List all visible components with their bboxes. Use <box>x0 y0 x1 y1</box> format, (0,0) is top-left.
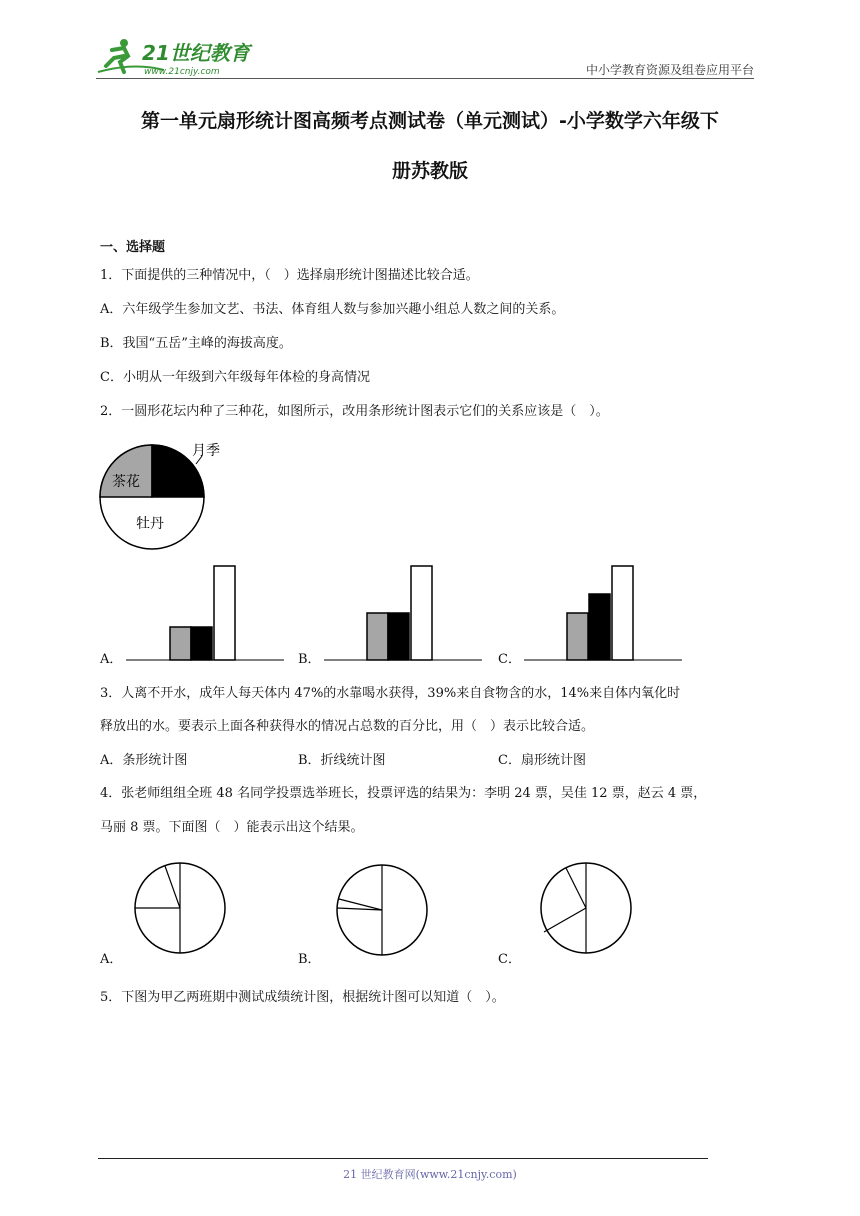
bar-camellia <box>567 613 588 660</box>
q4-line-1: 4．张老师组组全班 48 名同学投票选举班长，投票评选的结果为：李明 24 票，吴佳 12 票，赵云 4 票， <box>100 786 707 801</box>
q4-option-a-pie[interactable] <box>132 862 230 958</box>
page-title <box>90 96 770 196</box>
q5-stem: 5．下图为甲乙两班期中测试成绩统计图，根据统计图可以知道（ ）。 <box>100 990 505 1005</box>
camellia-label: 茶花 <box>112 474 140 490</box>
svg-text:www.21cnjy.com: www.21cnjy.com <box>144 67 220 77</box>
q3-option-b[interactable]: B．折线统计图 <box>298 753 386 768</box>
q2-option-b-bars[interactable] <box>324 564 484 662</box>
title-line-2: 册苏教版 <box>391 160 468 182</box>
q4-option-c-pie[interactable] <box>538 862 636 958</box>
footer-text[interactable]: 21 世纪教育网(www.21cnjy.com) <box>343 1168 517 1181</box>
q4-option-b-label: B． <box>298 952 321 967</box>
platform-name: 中小学教育资源及组卷应用平台 <box>585 63 754 77</box>
q2-option-b-label: B． <box>298 652 321 667</box>
q2-option-c-label: C． <box>498 652 521 667</box>
q2-pie-chart <box>96 436 226 554</box>
rose-label: 月季 <box>192 443 220 459</box>
q2-option-a-label: A． <box>100 652 123 667</box>
bar-rose <box>589 594 610 660</box>
peony-label: 牡丹 <box>136 516 164 532</box>
site-logo <box>94 36 264 78</box>
bar-peony <box>214 566 235 660</box>
bar-camellia <box>170 627 191 660</box>
footer-divider <box>98 1158 708 1159</box>
section-heading: 一、选择题 <box>100 240 166 255</box>
header-divider <box>96 78 754 79</box>
svg-text:21世纪教育: 21世纪教育 <box>142 41 250 65</box>
q3-option-c[interactable]: C．扇形统计图 <box>498 753 586 768</box>
q4-line-2: 马丽 8 票。下面图（ ）能表示出这个结果。 <box>100 820 364 835</box>
q4-option-c-label: C． <box>498 952 521 967</box>
bar-rose <box>388 613 409 660</box>
bar-rose <box>191 627 212 660</box>
bar-peony <box>612 566 633 660</box>
q2-option-a-bars[interactable] <box>126 564 286 662</box>
q4-option-a-label: A． <box>100 952 123 967</box>
bar-peony <box>411 566 432 660</box>
title-line-1: 第一单元扇形统计图高频考点测试卷（单元测试）-小学数学六年级下 <box>141 110 719 132</box>
q2-stem: 2．一圆形花坛内种了三种花，如图所示，改用条形统计图表示它们的关系应该是（ ）。 <box>100 404 609 419</box>
q1-option-a: A．六年级学生参加文艺、书法、体育组人数与参加兴趣小组总人数之间的关系。 <box>100 302 565 317</box>
q1-stem: 1．下面提供的三种情况中，（ ）选择扇形统计图描述比较合适。 <box>100 268 479 283</box>
q4-option-b-pie[interactable] <box>334 864 432 960</box>
q3-option-a[interactable]: A．条形统计图 <box>100 753 188 768</box>
q3-line-2: 释放出的水。要表示上面各种获得水的情况占总数的百分比，用（ ）表示比较合适。 <box>100 719 595 734</box>
q1-option-c: C．小明从一年级到六年级每年体检的身高情况 <box>100 370 370 385</box>
q1-option-b: B．我国“五岳”主峰的海拔高度。 <box>100 336 292 351</box>
bar-camellia <box>367 613 388 660</box>
q3-line-1: 3．人离不开水，成年人每天体内 47%的水靠喝水获得，39%来自食物含的水，14%来自体内氧化时 <box>100 686 681 701</box>
q2-option-c-bars[interactable] <box>524 564 684 662</box>
